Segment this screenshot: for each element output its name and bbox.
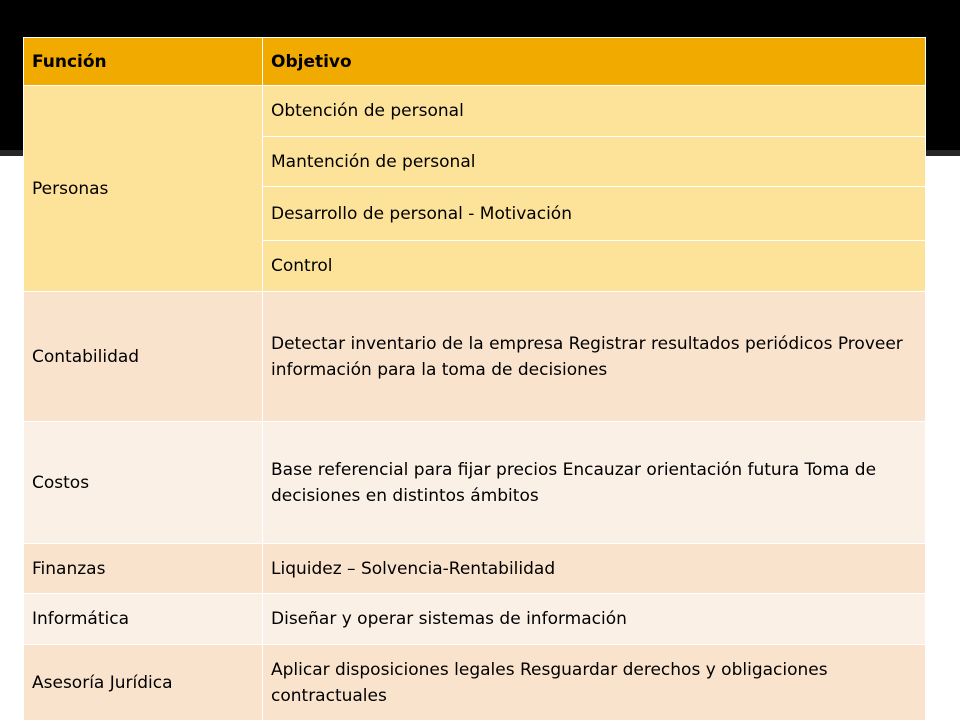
header-objetivo: Objetivo [263, 38, 926, 86]
table-row [24, 422, 926, 544]
table-row [24, 86, 926, 137]
cell-objetivo: Detectar inventario de la empresa Registrar resultados periódicos Proveer información para la toma de decisiones [263, 292, 926, 422]
cell-funcion: Finanzas [24, 544, 263, 594]
cell-objetivo: Desarrollo de personal - Motivación [263, 187, 926, 241]
cell-funcion: Costos [24, 422, 263, 544]
header-funcion: Función [24, 38, 263, 86]
cell-funcion: Asesoría Jurídica [24, 645, 263, 721]
cell-objetivo: Base referencial para fijar precios Encauzar orientación futura Toma de decisiones en distintos ámbitos [263, 422, 926, 544]
table-header-row [24, 38, 926, 86]
cell-funcion-personas: Personas [24, 86, 263, 292]
cell-funcion: Contabilidad [24, 292, 263, 422]
table-row [24, 292, 926, 422]
cell-objetivo: Obtención de personal [263, 86, 926, 137]
cell-objetivo: Diseñar y operar sistemas de información [263, 594, 926, 645]
cell-objetivo: Aplicar disposiciones legales Resguardar derechos y obligaciones contractuales [263, 645, 926, 721]
functions-table [23, 37, 926, 721]
cell-objetivo: Mantención de personal [263, 137, 926, 187]
cell-objetivo: Control [263, 241, 926, 292]
table-row [24, 544, 926, 594]
cell-funcion: Informática [24, 594, 263, 645]
table-row [24, 645, 926, 721]
table-row [24, 594, 926, 645]
cell-objetivo: Liquidez – Solvencia-Rentabilidad [263, 544, 926, 594]
